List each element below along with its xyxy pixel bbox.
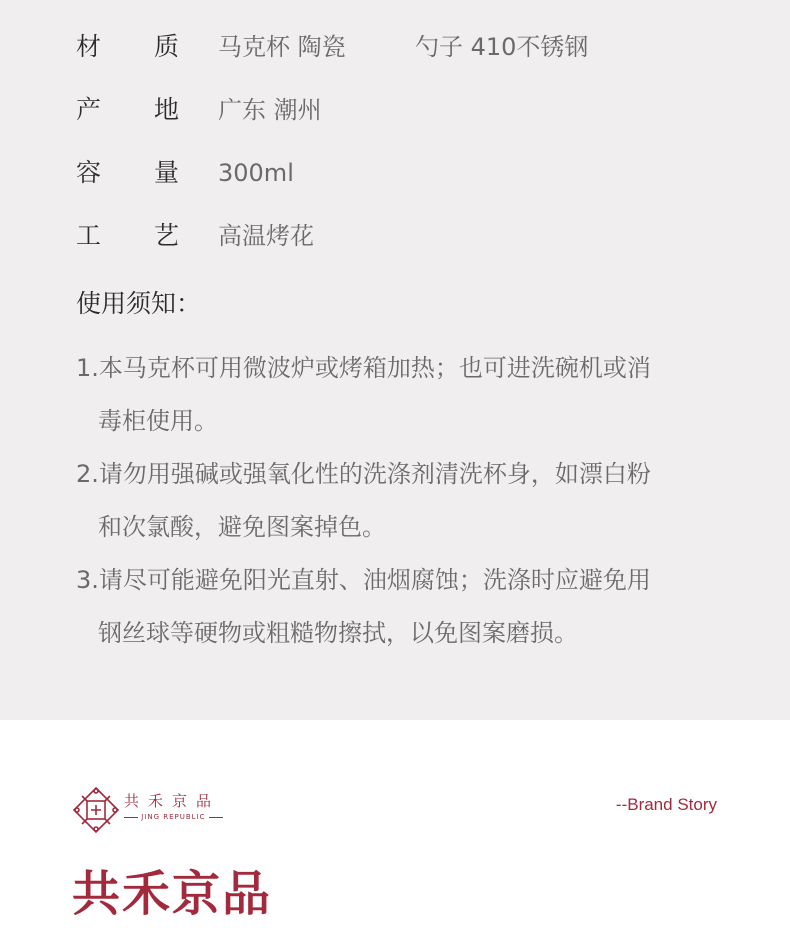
usage-note-line: 3.请尽可能避免阳光直射、油烟腐蚀；洗涤时应避免用: [76, 566, 651, 594]
brand-emblem-icon: [72, 786, 120, 834]
spec-label-char: 质: [154, 32, 180, 61]
brand-logo-english-text: JING REPUBLIC: [141, 813, 206, 821]
spec-label-char: 量: [154, 158, 180, 187]
brand-logo-chinese: 共禾京品: [124, 792, 221, 810]
spec-label-char: 工: [76, 221, 102, 250]
spec-value: 300ml: [218, 159, 294, 187]
usage-notes-heading: 使用须知：: [76, 289, 202, 318]
spec-label-char: 地: [154, 95, 180, 124]
usage-note-line: 2.请勿用强碱或强氧化性的洗涤剂清洗杯身，如漂白粉: [76, 460, 651, 488]
spec-label-char: 容: [76, 158, 102, 187]
brand-logo: [72, 786, 222, 834]
spec-label-char: 产: [76, 95, 102, 124]
spec-value-secondary: 勺子 410不锈钢: [415, 33, 589, 61]
brand-story-link[interactable]: --Brand Story: [615, 795, 717, 814]
usage-note-line: 1.本马克杯可用微波炉或烤箱加热；也可进洗碗机或消: [76, 354, 651, 382]
usage-note-line: 毒柜使用。: [98, 407, 218, 435]
spec-label-char: 艺: [154, 221, 180, 250]
usage-note-line: 钢丝球等硬物或粗糙物擦拭，以免图案磨损。: [98, 619, 578, 647]
spec-value: 高温烤花: [218, 222, 314, 250]
spec-value: 马克杯 陶瓷: [218, 33, 346, 61]
brand-logo-english: [124, 813, 223, 821]
spec-label-char: 材: [76, 32, 102, 61]
usage-note-line: 和次氯酸，避免图案掉色。: [98, 513, 386, 541]
brand-title: 共禾京品: [72, 866, 273, 922]
spec-value: 广东 潮州: [218, 96, 322, 124]
